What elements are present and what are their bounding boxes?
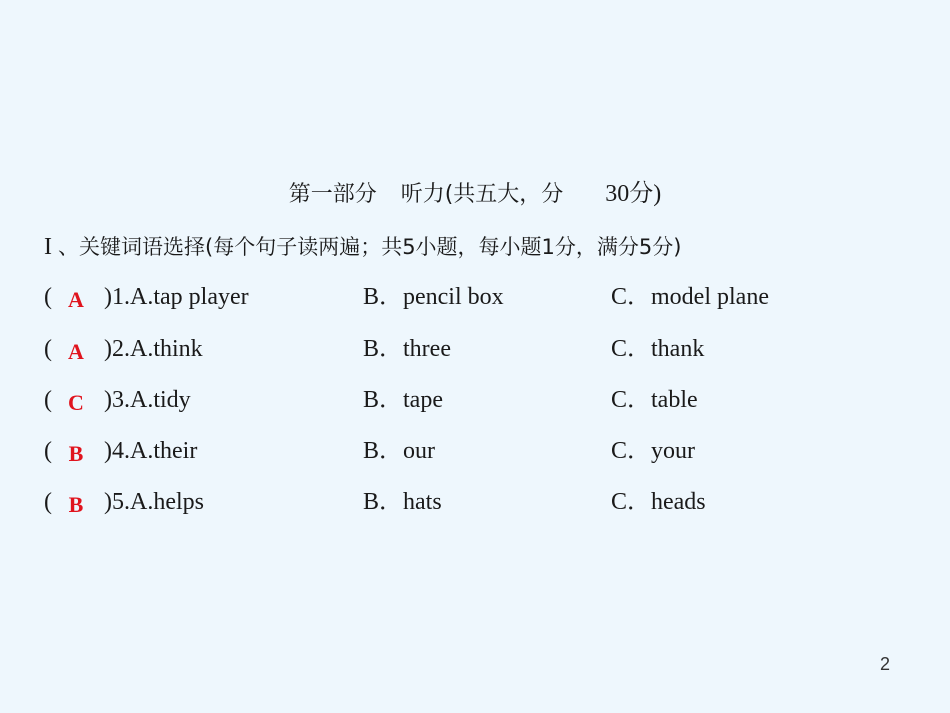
- question-option-a: )1.A.tap player: [104, 284, 249, 310]
- question-option-b: B．three: [363, 336, 451, 362]
- question-option-a: )4.A.their: [104, 438, 198, 464]
- question-row: [0, 435, 950, 467]
- question-option-b: B．pencil box: [363, 284, 504, 310]
- question-row: [0, 384, 950, 416]
- question-row: [0, 281, 950, 313]
- question-row: [0, 486, 950, 518]
- page-number: 2: [880, 654, 891, 674]
- question-answer: C: [68, 390, 84, 415]
- question-answer: A: [68, 287, 84, 312]
- question-row: [0, 333, 950, 365]
- question-open-paren: (: [44, 387, 52, 413]
- question-answer: B: [68, 441, 84, 466]
- instruction-numeral: I: [44, 234, 52, 260]
- question-option-b: B．our: [363, 438, 435, 464]
- question-answer: B: [68, 492, 84, 517]
- question-open-paren: (: [44, 284, 52, 310]
- question-option-c: C．table: [611, 387, 698, 413]
- question-option-c: C．heads: [611, 489, 706, 515]
- question-option-b: B．tape: [363, 387, 443, 413]
- section-title-score: 30分): [605, 181, 662, 207]
- question-open-paren: (: [44, 336, 52, 362]
- instruction-text: 、关键词语选择(每个句子读两遍；共5小题，每小题1分，满分5分): [58, 235, 682, 259]
- question-option-c: C．model plane: [611, 284, 769, 310]
- question-answer: A: [68, 339, 84, 364]
- question-option-c: C．thank: [611, 336, 705, 362]
- instruction: [44, 231, 681, 263]
- question-open-paren: (: [44, 489, 52, 515]
- question-option-a: )5.A.helps: [104, 489, 204, 515]
- question-option-c: C．your: [611, 438, 695, 464]
- question-option-b: B．hats: [363, 489, 442, 515]
- question-option-a: )3.A.tidy: [104, 387, 191, 413]
- section-title-part: 第一部分: [288, 182, 377, 207]
- question-option-a: )2.A.think: [104, 336, 203, 362]
- section-title-main: 听力(共五大，分: [400, 182, 564, 207]
- question-open-paren: (: [44, 438, 52, 464]
- section-title: [0, 178, 950, 211]
